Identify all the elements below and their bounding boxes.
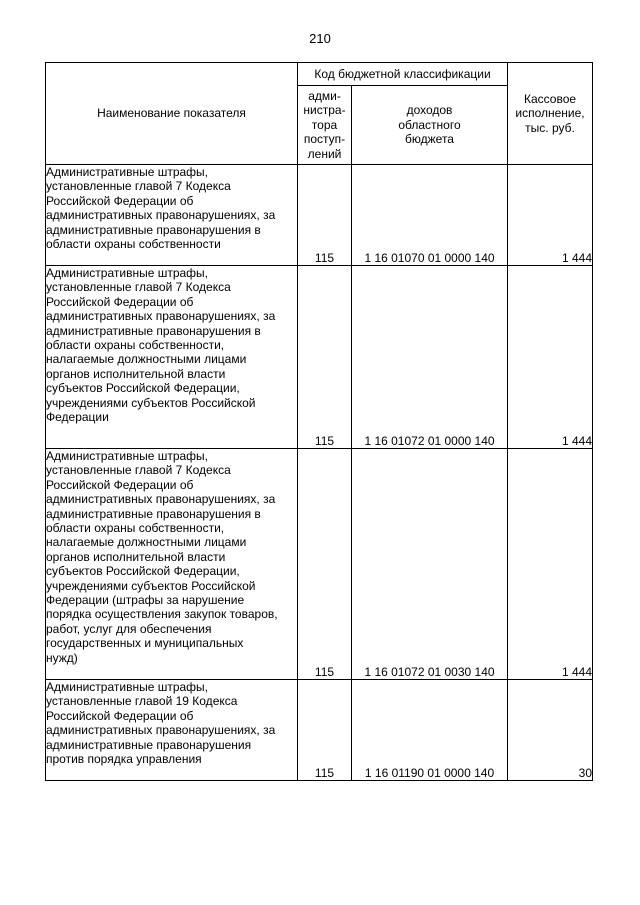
header-row bbox=[46, 63, 593, 86]
row-budget-code: 1 16 01070 01 0000 140 bbox=[352, 165, 508, 266]
row-admin-code: 115 bbox=[298, 266, 352, 449]
header-income: доходов областного бюджета bbox=[352, 86, 508, 165]
row-budget-code: 1 16 01190 01 0000 140 bbox=[352, 680, 508, 781]
table-row bbox=[46, 680, 593, 781]
header-code-group: Код бюджетной классификации bbox=[298, 63, 508, 86]
table-row bbox=[46, 449, 593, 680]
header-amount: Кассовое исполнение, тыс. руб. bbox=[508, 63, 593, 165]
table-row bbox=[46, 266, 593, 449]
row-admin-code: 115 bbox=[298, 165, 352, 266]
header-admin: адми- нистра- тора поступ- лений bbox=[298, 86, 352, 165]
row-budget-code: 1 16 01072 01 0000 140 bbox=[352, 266, 508, 449]
row-amount: 1 444 bbox=[508, 266, 593, 449]
row-amount: 1 444 bbox=[508, 449, 593, 680]
row-name: Административные штрафы, установленные главой 7 Кодекса Российской Федерации об административных правонарушениях, за административные правонарушения в области охраны собственности, налагаемые должностными лицами органов исполнительной власти субъектов Российской Федерации, учреждениями субъектов Российской Федерации (штрафы за нарушение порядка осуществления закупок товаров, работ, услуг для обеспечения государственных и муниципальных нужд) bbox=[46, 449, 298, 680]
header-name: Наименование показателя bbox=[46, 63, 298, 165]
row-admin-code: 115 bbox=[298, 449, 352, 680]
row-name: Административные штрафы, установленные главой 7 Кодекса Российской Федерации об административных правонарушениях, за административные правонарушения в области охраны собственности, налагаемые должностными лицами органов исполнительной власти субъектов Российской Федерации, учреждениями субъектов Российской Федерации bbox=[46, 266, 298, 449]
page-number: 210 bbox=[309, 31, 331, 46]
row-amount: 30 bbox=[508, 680, 593, 781]
table-row bbox=[46, 165, 593, 266]
row-name: Административные штрафы, установленные главой 7 Кодекса Российской Федерации об административных правонарушениях, за административные правонарушения в области охраны собственности bbox=[46, 165, 298, 266]
budget-table bbox=[45, 62, 593, 781]
row-name: Административные штрафы, установленные главой 19 Кодекса Российской Федерации об административных правонарушениях, за административные правонарушения против порядка управления bbox=[46, 680, 298, 781]
row-budget-code: 1 16 01072 01 0030 140 bbox=[352, 449, 508, 680]
row-admin-code: 115 bbox=[298, 680, 352, 781]
row-amount: 1 444 bbox=[508, 165, 593, 266]
